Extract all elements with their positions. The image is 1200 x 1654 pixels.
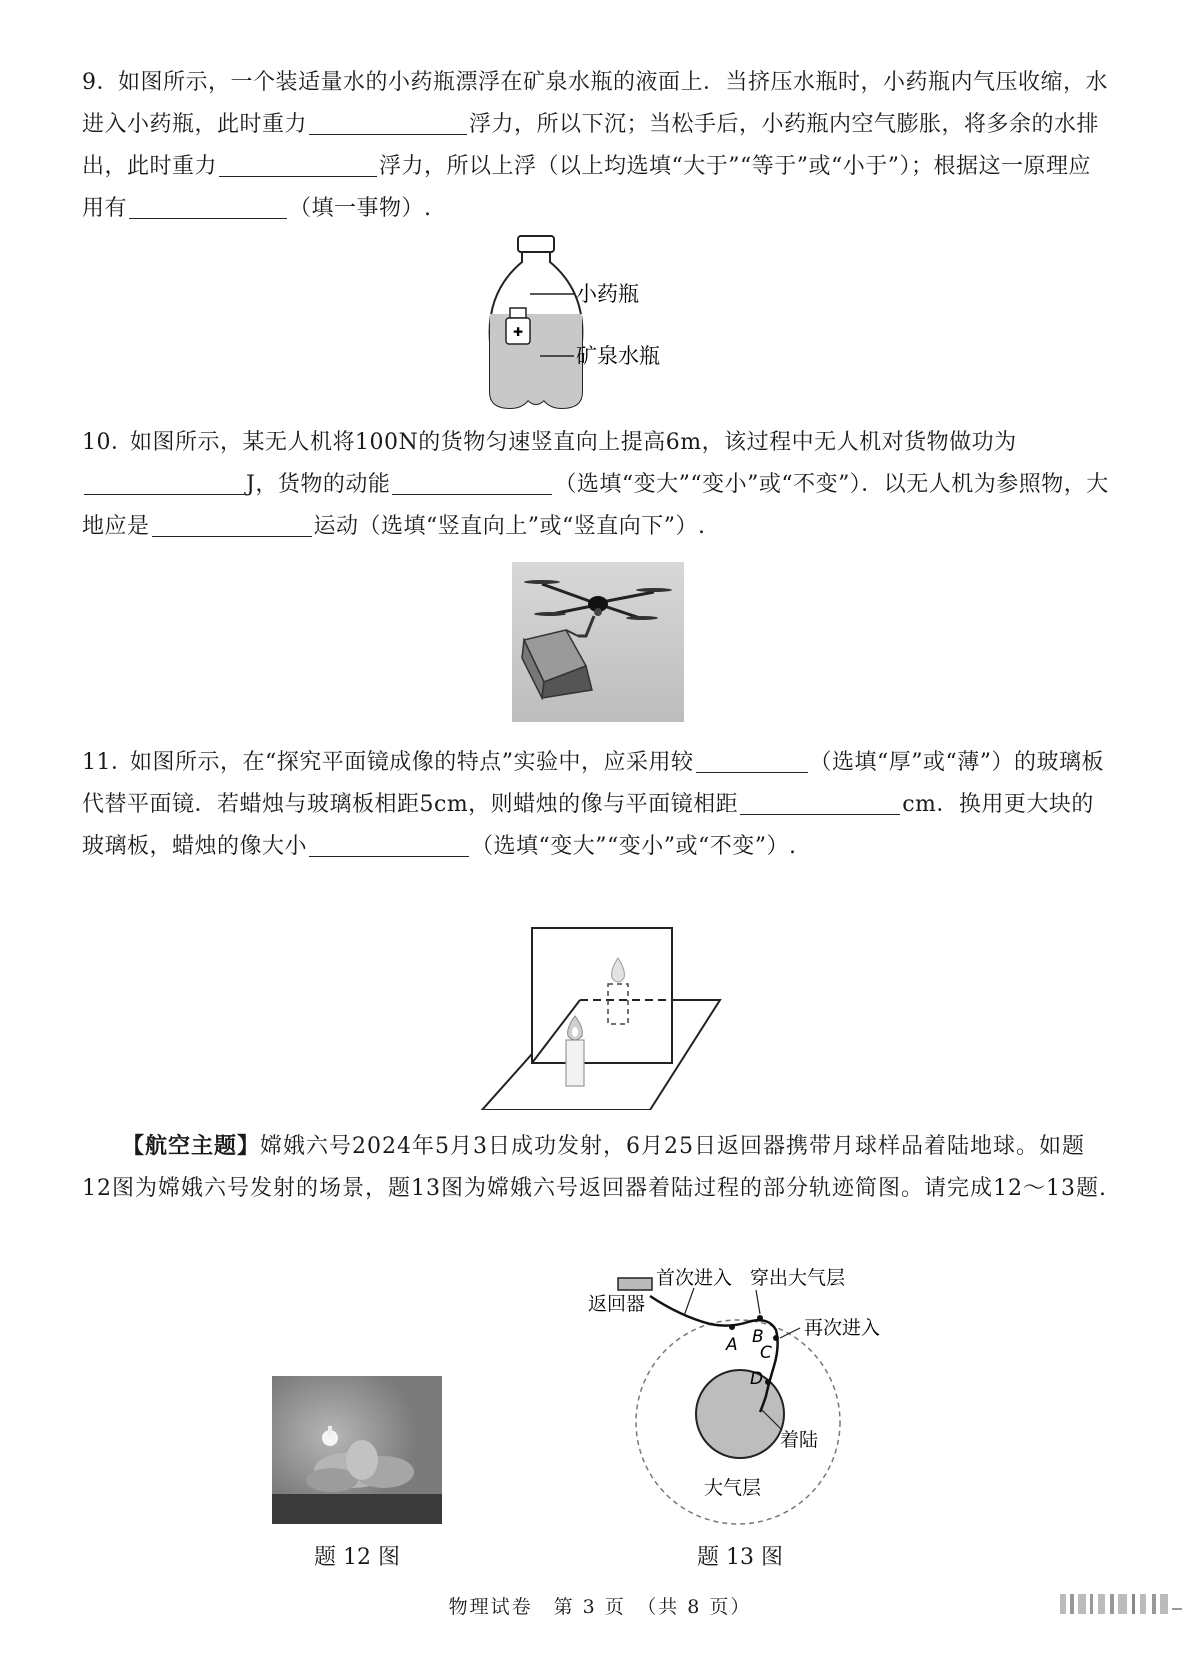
caption-fig12: 题 12 图	[314, 1545, 400, 1570]
label-reentry: 再次进入	[804, 1317, 881, 1339]
returner-capsule	[618, 1278, 652, 1290]
answer-blank[interactable]	[129, 190, 287, 219]
theme-label: 【航空主题】	[122, 1134, 261, 1159]
answer-blank[interactable]	[219, 148, 377, 177]
question-number: 9．	[82, 70, 119, 95]
point-C	[773, 1335, 779, 1341]
answer-blank[interactable]	[84, 466, 244, 495]
question-text: 浮力，所以下沉；当松手后，小药瓶内空气膨胀，将多余的水排出，此时重力	[82, 112, 1100, 179]
answer-blank[interactable]	[740, 786, 900, 815]
label-point-A: A	[726, 1335, 738, 1355]
label-first-entry: 首次进入	[656, 1267, 733, 1289]
barcode-icon	[1060, 1590, 1184, 1618]
question-text: 浮力，所以上浮（以上均选填“大于”“等于”或“小于”）；根据这一原理应用有	[82, 154, 1092, 221]
question-text: （选填“厚”或“薄”）的玻璃板代替平面镜．若蜡烛与玻璃板相距5cm，则蜡烛的像与平面镜相距	[82, 750, 1104, 817]
answer-blank[interactable]	[309, 828, 469, 857]
point-B	[757, 1315, 763, 1321]
label-small-bottle: 小药瓶	[576, 282, 639, 306]
water	[490, 314, 582, 408]
question-10	[82, 422, 1112, 548]
question-text: 如图所示，一个装适量水的小药瓶漂浮在矿泉水瓶的液面上．当挤压水瓶时，小药瓶内气压收缩，水进入小药瓶，此时重力	[82, 70, 1109, 137]
label-returner: 返回器	[588, 1293, 646, 1315]
page-footer: 物理试卷 第 3 页 （共 8 页）	[448, 1596, 752, 1618]
trajectory-diagram	[580, 1262, 940, 1526]
question-number: 10．	[82, 430, 134, 455]
point-A	[729, 1324, 735, 1330]
drone-photo	[512, 562, 684, 722]
theme-text: 嫦娥六号2024年5月3日成功发射，6月25日返回器携带月球样品着陆地球。如题12图为嫦娥六号发射的场景，题13图为嫦娥六号返回器着陆过程的部分轨迹简图。请完成12～13题.	[82, 1134, 1107, 1201]
question-text: （选填“变大”“变小”或“不变”）．以无人机为参照物，大地应是	[82, 472, 1109, 539]
answer-blank[interactable]	[392, 466, 552, 495]
label-point-B: B	[752, 1327, 764, 1347]
glass-plate	[532, 928, 672, 1063]
rocket-launch-photo	[272, 1376, 442, 1524]
bottle-cap	[518, 236, 554, 252]
answer-blank[interactable]	[309, 106, 467, 135]
point-D	[765, 1379, 771, 1385]
candle	[566, 1016, 584, 1086]
question-text: （选填“变大”“变小”或“不变”）.	[471, 834, 797, 859]
caption-fig13: 题 13 图	[697, 1545, 783, 1570]
question-11	[82, 742, 1112, 868]
question-number: 11．	[82, 750, 134, 775]
svg-text:✚: ✚	[512, 325, 524, 339]
question-text: J，货物的动能	[246, 472, 391, 497]
answer-blank[interactable]	[696, 744, 808, 773]
label-atmosphere: 大气层	[704, 1477, 762, 1499]
theme-paragraph	[82, 1126, 1112, 1210]
earth	[696, 1370, 784, 1458]
question-text: 如图所示，某无人机将100N的货物匀速竖直向上提高6m，该过程中无人机对货物做功为	[130, 430, 1017, 455]
label-water-bottle: 矿泉水瓶	[576, 344, 660, 368]
question-text: 运动（选填“竖直向上”或“竖直向下”）.	[313, 514, 706, 539]
label-point-C: C	[760, 1343, 772, 1363]
question-text: （填一事物）.	[289, 196, 432, 221]
label-exit-atmosphere: 穿出大气层	[750, 1267, 846, 1289]
question-text: 如图所示，在“探究平面镜成像的特点”实验中，应采用较	[130, 750, 694, 775]
mirror-experiment-figure	[470, 920, 730, 1110]
label-point-D: D	[750, 1369, 764, 1389]
answer-blank[interactable]	[152, 508, 312, 537]
bottle-figure	[480, 232, 740, 412]
question-text: cm．换用更大块的玻璃板，蜡烛的像大小	[82, 792, 1094, 859]
label-landing: 着陆	[780, 1429, 819, 1451]
question-9	[82, 62, 1112, 230]
